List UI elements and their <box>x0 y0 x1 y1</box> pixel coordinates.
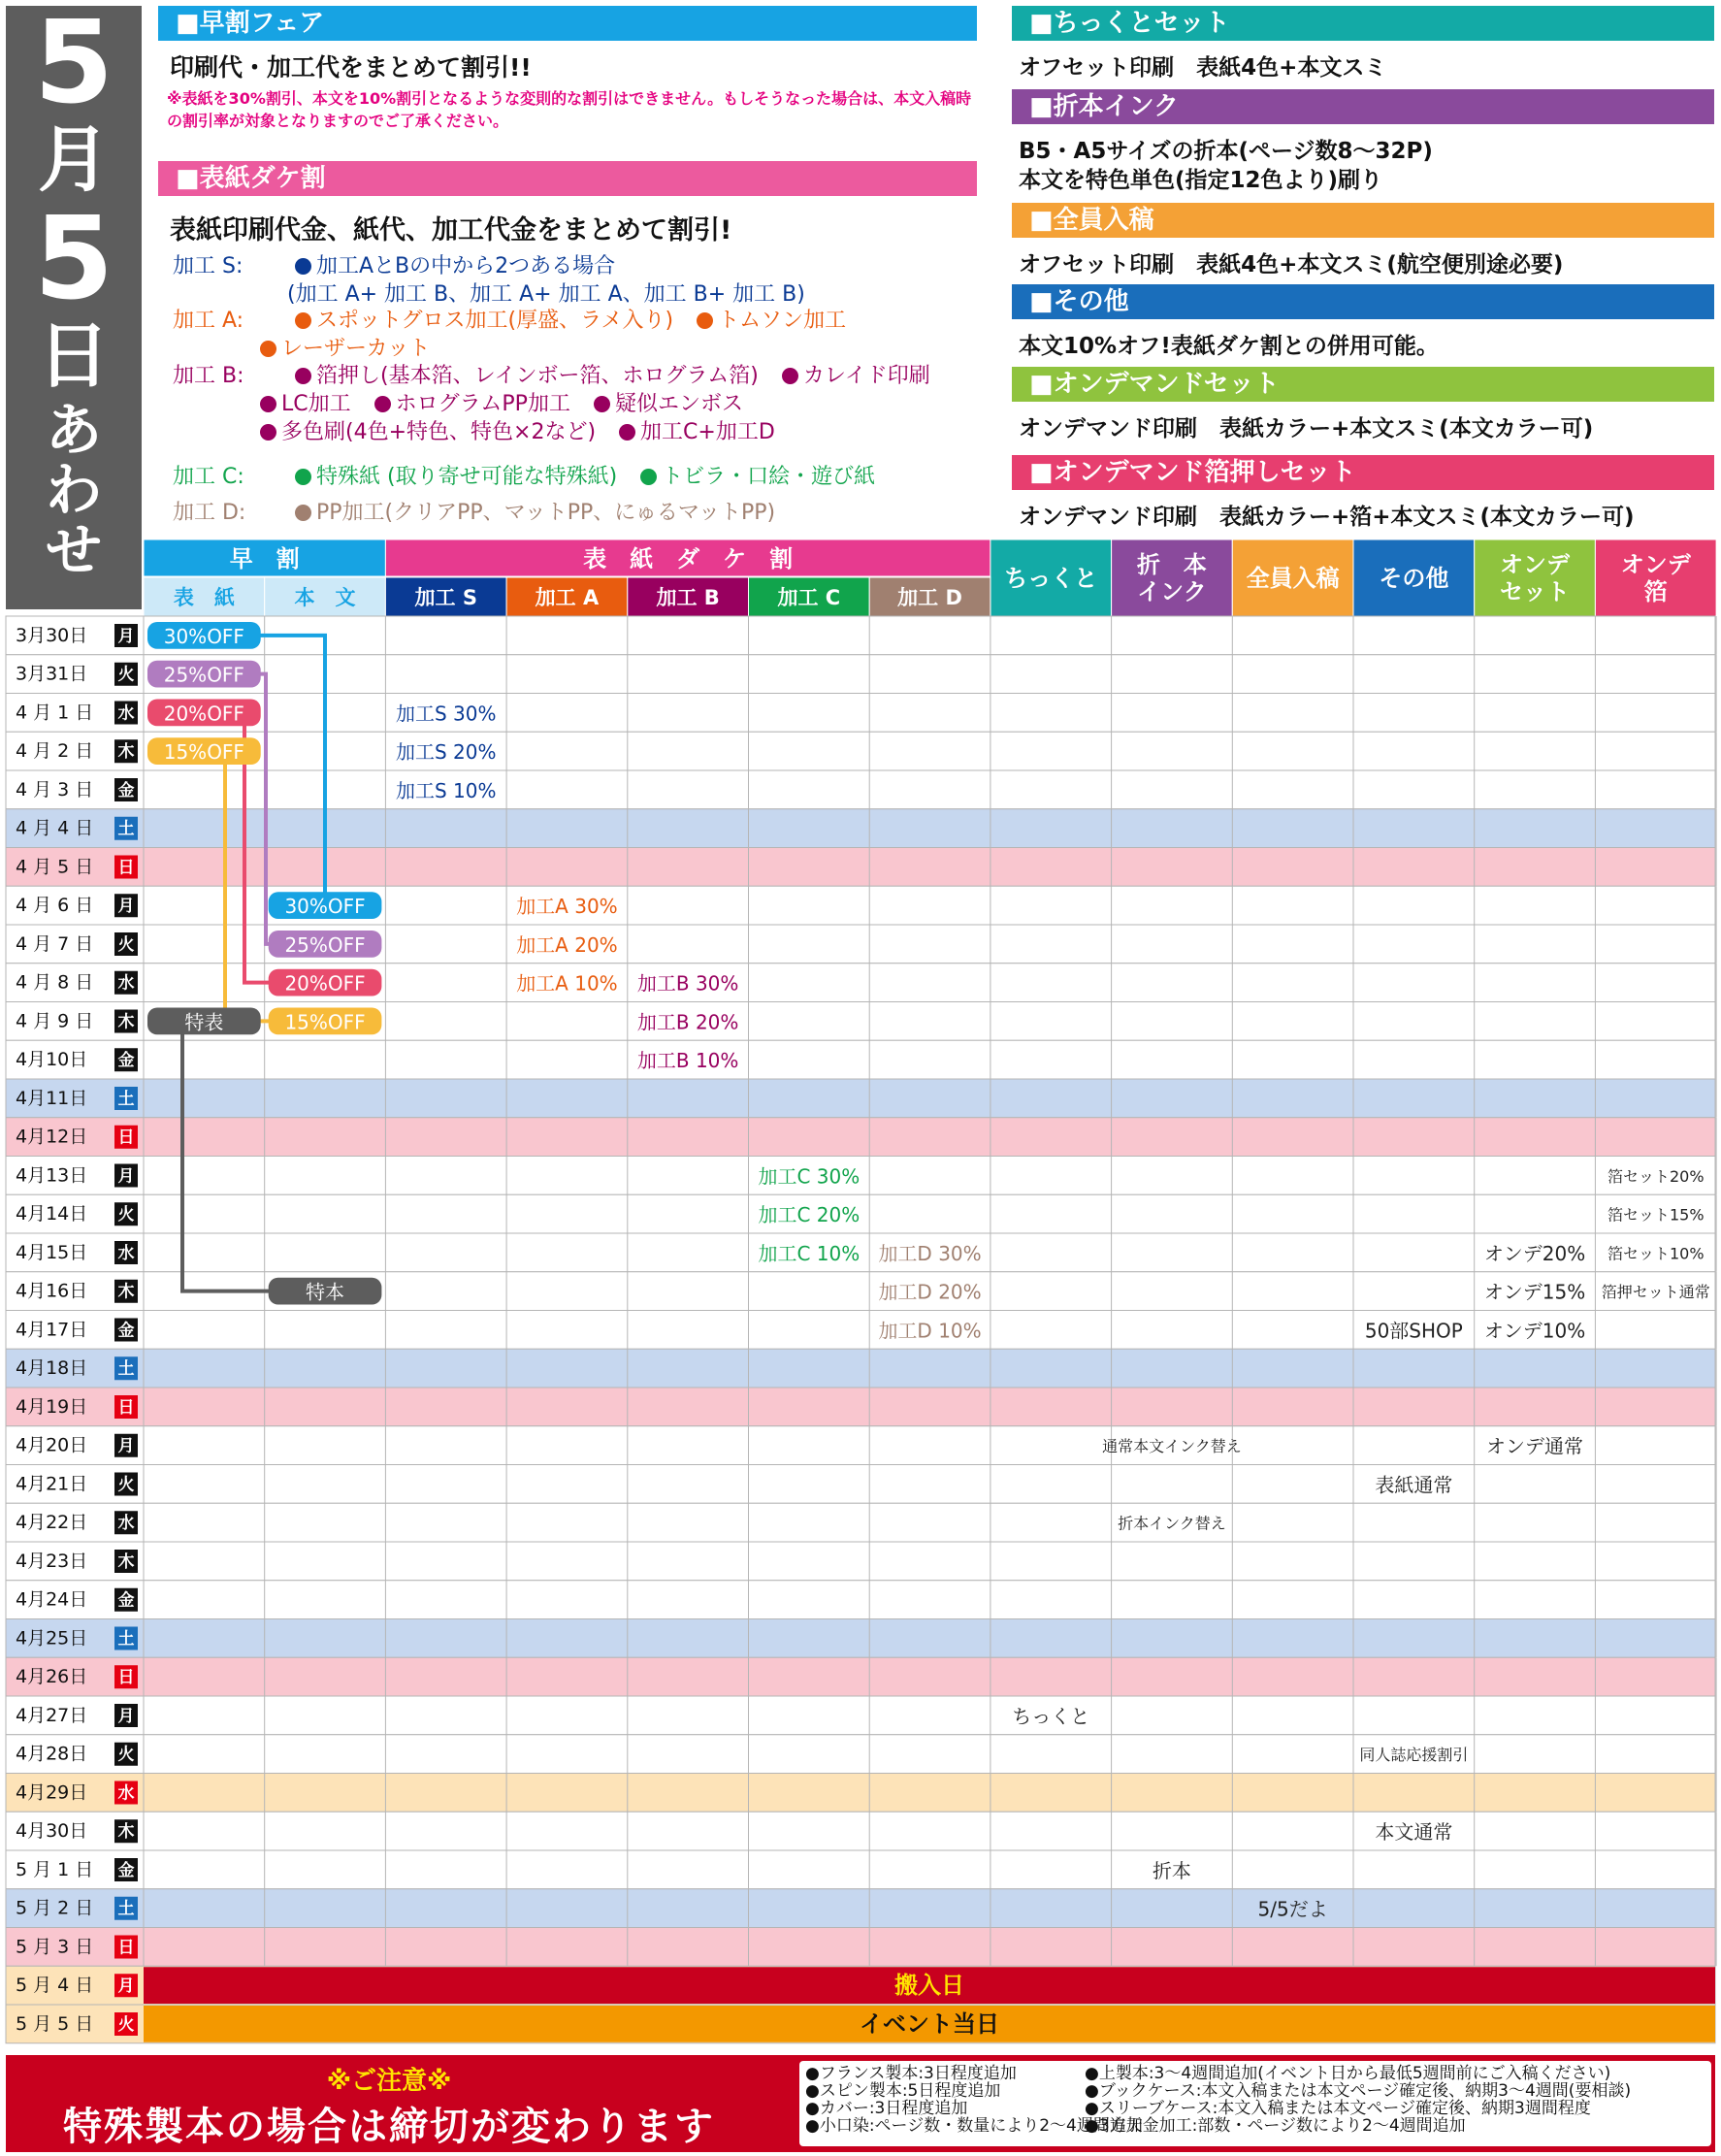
schedule-cell: 加工A 20% <box>516 932 618 957</box>
footer-left-item: ●スピン製本:5日程度追加 <box>805 2081 1001 2101</box>
discount-pill-label: 25%OFF <box>163 663 244 687</box>
table-row <box>6 1426 1715 1465</box>
row-dow: 水 <box>117 1243 135 1263</box>
footer-right-list <box>1085 2065 1631 2135</box>
row-date: 4月27日 <box>16 1704 88 1726</box>
schedule-cell: 加工C 10% <box>758 1241 860 1265</box>
kako-label: 加工 C: <box>173 465 244 489</box>
hyoshi-headline: 表紙印刷代金、紙代、加工代金をまとめて割引! <box>170 215 732 245</box>
row-dow: 水 <box>117 1514 135 1534</box>
row-dow: 水 <box>117 973 135 994</box>
group-header-label: 箔 <box>1643 578 1668 605</box>
row-date: 4月20日 <box>16 1434 88 1456</box>
table-row <box>6 1079 1715 1118</box>
table-row <box>6 1581 1715 1619</box>
row-dow: 土 <box>117 1899 135 1919</box>
month-number: 5 <box>33 0 114 129</box>
discount-pill-label: 15%OFF <box>163 740 244 765</box>
row-date: 4月21日 <box>16 1473 88 1495</box>
awase-char-3: せ <box>45 517 102 583</box>
right-section-text: オンデマンド印刷 表紙カラー+箔+本文スミ(本文カラー可) <box>1019 505 1635 530</box>
row-date: 4月13日 <box>16 1164 88 1187</box>
row-date: 4月15日 <box>16 1241 88 1263</box>
row-dow: 金 <box>117 1860 135 1880</box>
discount-pill-label: 30%OFF <box>284 895 366 919</box>
footer-left-item: ●小口染:ページ数・数量により2〜4週間追加 <box>805 2116 1143 2136</box>
row-date: 4月24日 <box>16 1588 88 1611</box>
row-dow: 金 <box>117 1590 135 1611</box>
schedule-cell: 箔セット15% <box>1607 1205 1705 1225</box>
row-dow: 火 <box>117 1205 135 1225</box>
right-section-header: ■折本インク <box>1012 89 1714 124</box>
schedule-cell: 本文通常 <box>1375 1820 1453 1845</box>
sub-header-label: 加工 S <box>414 586 477 609</box>
row-dow: 日 <box>117 1127 135 1148</box>
schedule-cell: 加工B 30% <box>636 971 739 996</box>
group-header-label: オンデ <box>1620 551 1691 578</box>
row-dow: 火 <box>117 665 135 685</box>
table-row <box>6 1928 1715 1967</box>
right-section-text: B5・A5サイズの折本(ページ数8〜32P) <box>1019 139 1433 164</box>
footer-notice <box>6 2055 1715 2152</box>
row-dow: 土 <box>117 1089 135 1109</box>
schedule-cell: 50部SHOP <box>1364 1319 1463 1343</box>
table-row <box>6 886 1715 925</box>
kako-label: 加工 S: <box>173 254 244 278</box>
hayawari-headline: 印刷代・加工代をまとめて割引!! <box>170 53 532 82</box>
row-dow: 木 <box>117 1552 135 1572</box>
table-row <box>6 1040 1715 1079</box>
discount-pill-label: 20%OFF <box>163 702 244 726</box>
table-row <box>6 1774 1715 1813</box>
kako-item: レーザーカット <box>281 337 431 361</box>
sub-header-label: 本 文 <box>294 586 356 609</box>
kako-item: 加工AとBの中から2つある場合 <box>316 254 616 278</box>
kako-sub: (加工 A+ 加工 B、加工 A+ 加工 A、加工 B+ 加工 B) <box>287 282 805 307</box>
sub-header-label: 表 紙 <box>173 586 235 609</box>
sub-header-label: 加工 D <box>897 586 962 609</box>
table-row <box>6 1349 1715 1388</box>
kako-item: LC加工 <box>281 392 351 416</box>
schedule-cell: 加工C 20% <box>758 1203 860 1227</box>
row-dow: 火 <box>117 2014 135 2035</box>
schedule-cell: 折本 <box>1152 1858 1191 1882</box>
group-header-label: その他 <box>1379 565 1449 592</box>
row-date: 4月17日 <box>16 1319 88 1341</box>
group-header-label: 早 割 <box>229 545 300 572</box>
row-dow: 土 <box>117 1629 135 1650</box>
row-dow: 木 <box>117 1282 135 1302</box>
right-section-text: オフセット印刷 表紙4色+本文スミ <box>1019 55 1387 81</box>
row-dow: 土 <box>117 1359 135 1380</box>
row-dow: 木 <box>117 1012 135 1032</box>
row-date: 4 月 1 日 <box>16 702 94 724</box>
row-dow: 金 <box>117 780 135 800</box>
kako-item: 箔押し(基本箔、レインボー箔、ホログラム箔) <box>316 364 759 388</box>
right-section-header: ■オンデマンドセット <box>1012 367 1714 402</box>
footer-right-item: ●ブックケース:本文入稿または本文ページ確定後、納期3〜4週間(要相談) <box>1085 2081 1632 2101</box>
kako-item: 特殊紙 (取り寄せ可能な特殊紙) <box>316 465 618 489</box>
event-banner-label: イベント当日 <box>860 2009 999 2038</box>
row-date: 4 月 2 日 <box>16 740 94 763</box>
schedule-cell: 通常本文インク替え <box>1102 1437 1242 1456</box>
group-header-label: セット <box>1500 578 1571 605</box>
month-char: 月 <box>38 118 110 202</box>
row-dow: 日 <box>117 1938 135 1958</box>
row-dow: 火 <box>117 1745 135 1765</box>
kako-item: トビラ・口絵・遊び紙 <box>662 465 876 489</box>
row-dow: 火 <box>117 934 135 955</box>
row-date: 3月30日 <box>16 624 88 646</box>
schedule-cell: 同人誌応援割引 <box>1359 1746 1469 1765</box>
row-dow: 土 <box>117 819 135 839</box>
row-dow: 水 <box>117 703 135 724</box>
table-row <box>6 770 1715 809</box>
row-date: 5 月 1 日 <box>16 1858 94 1880</box>
row-date: 5 月 2 日 <box>16 1897 94 1919</box>
row-date: 5 月 5 日 <box>16 2012 94 2035</box>
schedule-cell: オンデ20% <box>1483 1241 1586 1265</box>
sub-header-label: 加工 A <box>535 586 600 609</box>
group-header-label: 折 本 <box>1136 551 1207 578</box>
kako-item: カレイド印刷 <box>802 364 930 388</box>
schedule-cell: 加工D 20% <box>878 1280 982 1304</box>
row-date: 4月28日 <box>16 1743 88 1765</box>
schedule-cell: 加工S 10% <box>395 778 497 802</box>
row-dow: 火 <box>117 1475 135 1495</box>
row-dow: 日 <box>117 1668 135 1688</box>
right-section-header: ■全員入稿 <box>1012 203 1714 238</box>
table-row <box>6 1619 1715 1658</box>
kako-item: トムソン加工 <box>718 309 847 333</box>
table-row <box>6 694 1715 733</box>
footer-left-list <box>805 2064 1143 2136</box>
right-section-text: 本文を特色単色(指定12色より)刷り <box>1019 168 1383 193</box>
hayawari-header: ■早割フェア <box>158 6 977 41</box>
kako-item: 疑似エンボス <box>614 392 743 416</box>
event-banner-label: 搬入日 <box>894 1972 964 2000</box>
row-date: 4月19日 <box>16 1395 88 1418</box>
right-section-header: ■ちっくとセット <box>1012 6 1714 41</box>
day-char: 日 <box>38 314 110 398</box>
schedule-cell: 加工A 30% <box>516 895 618 919</box>
table-row <box>6 1889 1715 1928</box>
group-header-label: ちっくと <box>1004 565 1098 592</box>
table-row <box>6 1812 1715 1850</box>
kako-item: ホログラムPP加工 <box>395 392 570 416</box>
row-date: 4 月 6 日 <box>16 895 94 917</box>
table-row <box>6 1850 1715 1889</box>
kako-item: 多色刷(4色+特色、特色×2など) <box>281 420 597 444</box>
hayawari-note: ※表紙を30%割引、本文を10%割引となるような変則的な割引はできません。もしそうなった場合は、本文入稿時の割引率が対象となりますのでご了承ください。 <box>167 89 972 130</box>
schedule-cell: 加工B 20% <box>636 1010 739 1034</box>
table-row <box>6 1157 1715 1195</box>
group-header-label: オンデ <box>1500 551 1571 578</box>
kako-item: 加工C+加工D <box>640 420 775 444</box>
kako-label: 加工 A: <box>173 309 244 333</box>
row-date: 4 月 3 日 <box>16 778 94 800</box>
footer-left-item: ●カバー:3日程度追加 <box>805 2099 968 2118</box>
row-dow: 月 <box>117 1166 135 1187</box>
table-row <box>6 1542 1715 1581</box>
right-section-text: オフセット印刷 表紙4色+本文スミ(航空便別途必要) <box>1019 252 1564 278</box>
row-date: 4月12日 <box>16 1126 88 1148</box>
discount-pill-label: 20%OFF <box>284 971 366 996</box>
kako-item: PP加工(クリアPP、マットPP、にゅるマットPP) <box>316 501 776 525</box>
row-date: 4月11日 <box>16 1087 88 1109</box>
row-date: 4月23日 <box>16 1550 88 1572</box>
table-row <box>6 925 1715 964</box>
table-row <box>6 1503 1715 1542</box>
table-row <box>6 732 1715 770</box>
table-row <box>6 1657 1715 1696</box>
hyoshi-header: ■表紙ダケ割 <box>158 161 977 196</box>
footer-right-item: ●スリーブケース:本文入稿または本文ページ確定後、納期3週間程度 <box>1085 2099 1591 2118</box>
right-section-header: ■その他 <box>1012 284 1714 319</box>
row-dow: 月 <box>117 626 135 646</box>
row-date: 4月10日 <box>16 1049 88 1071</box>
schedule-cell: オンデ通常 <box>1486 1434 1584 1458</box>
row-date: 4 月 9 日 <box>16 1010 94 1032</box>
row-dow: 月 <box>117 1976 135 1997</box>
row-dow: 金 <box>117 1051 135 1071</box>
group-header-label: インク <box>1137 578 1207 605</box>
row-date: 4月22日 <box>16 1512 88 1534</box>
row-dow: 木 <box>117 742 135 763</box>
row-date: 4 月 7 日 <box>16 932 94 955</box>
kako-label: 加工 D: <box>173 501 246 525</box>
group-header-label: 表 紙 ダ ケ 割 <box>583 545 794 572</box>
table-row <box>6 1233 1715 1272</box>
row-date: 4月29日 <box>16 1781 88 1804</box>
row-dow: 木 <box>117 1822 135 1843</box>
schedule-cell: オンデ10% <box>1483 1319 1586 1343</box>
schedule-cell: 表紙通常 <box>1375 1473 1453 1497</box>
discount-pill-label: 特表 <box>184 1010 224 1034</box>
schedule-cell: ちっくと <box>1012 1704 1090 1728</box>
schedule-cell: 加工A 10% <box>516 971 618 996</box>
table-row <box>6 1465 1715 1504</box>
schedule-cell: 加工S 30% <box>395 702 497 726</box>
table-row <box>6 1194 1715 1233</box>
row-date: 4 月 8 日 <box>16 971 94 994</box>
sub-header-label: 加工 B <box>656 586 720 609</box>
schedule-cell: 加工S 20% <box>395 740 497 765</box>
row-date: 4月26日 <box>16 1666 88 1688</box>
row-date: 4月25日 <box>16 1627 88 1650</box>
schedule-cell: 加工D 30% <box>878 1241 982 1265</box>
footer-left-item: ●フランス製本:3日程度追加 <box>805 2064 1017 2083</box>
footer-caution: ※ご注意※ <box>326 2067 452 2096</box>
row-dow: 水 <box>117 1783 135 1804</box>
day-number: 5 <box>33 191 114 325</box>
right-section-text: オンデマンド印刷 表紙カラー+本文スミ(本文カラー可) <box>1019 416 1594 441</box>
row-date: 5 月 4 日 <box>16 1975 94 1997</box>
table-row <box>6 1696 1715 1735</box>
discount-pill-label: 25%OFF <box>284 932 366 957</box>
schedule-cell: 折本インク替え <box>1118 1514 1226 1533</box>
row-dow: 日 <box>117 1397 135 1418</box>
footer-right-item: ●3方天金加工:部数・ページ数により2〜4週間追加 <box>1085 2116 1466 2136</box>
schedule-cell: 加工D 10% <box>878 1319 982 1343</box>
row-dow: 日 <box>117 858 135 878</box>
row-date: 3月31日 <box>16 663 88 685</box>
row-date: 4月16日 <box>16 1280 88 1302</box>
kako-item: スポットグロス加工(厚盛、ラメ入り) <box>316 309 674 333</box>
schedule-cell: 箔押セット通常 <box>1601 1283 1710 1302</box>
schedule-cell: オンデ15% <box>1483 1280 1586 1304</box>
footer-details <box>799 2061 1711 2146</box>
footer-right-item: ●上製本:3〜4週間追加(イベント日から最低5週間前にご入稿ください) <box>1085 2064 1611 2083</box>
footer-headline: 特殊製本の場合は締切が変わります <box>63 2105 715 2149</box>
discount-pill-label: 15%OFF <box>284 1010 366 1034</box>
discount-pill-label: 30%OFF <box>163 624 244 648</box>
row-dow: 月 <box>117 1436 135 1456</box>
row-date: 4 月 4 日 <box>16 817 94 839</box>
discount-pill-label: 特本 <box>306 1280 345 1304</box>
awase-char-2: わ <box>45 457 102 523</box>
schedule-cell: 加工C 30% <box>758 1164 860 1189</box>
row-dow: 金 <box>117 1321 135 1341</box>
kako-label: 加工 B: <box>173 364 244 388</box>
row-date: 4月18日 <box>16 1357 88 1380</box>
right-section-text: 本文10%オフ!表紙ダケ割との併用可能。 <box>1019 334 1439 359</box>
row-dow: 月 <box>117 1706 135 1726</box>
row-dow: 月 <box>117 897 135 917</box>
row-date: 5 月 3 日 <box>16 1936 94 1958</box>
table-row <box>6 848 1715 887</box>
schedule-cell: 箔セット10% <box>1607 1244 1705 1263</box>
right-section-header: ■オンデマンド箔押しセット <box>1012 455 1714 490</box>
table-row <box>6 1388 1715 1426</box>
group-header-label: 全員入稿 <box>1246 565 1340 592</box>
awase-char-1: あ <box>45 397 102 463</box>
row-date: 4 月 5 日 <box>16 856 94 878</box>
row-date: 4月14日 <box>16 1203 88 1225</box>
schedule-cell: 5/5だよ <box>1257 1897 1328 1921</box>
table-row <box>6 809 1715 848</box>
sub-header-label: 加工 C <box>777 586 841 609</box>
schedule-cell: 箔セット20% <box>1607 1166 1705 1186</box>
schedule-cell: 加工B 10% <box>636 1049 739 1073</box>
table-row <box>6 1118 1715 1157</box>
row-date: 4月30日 <box>16 1820 88 1843</box>
